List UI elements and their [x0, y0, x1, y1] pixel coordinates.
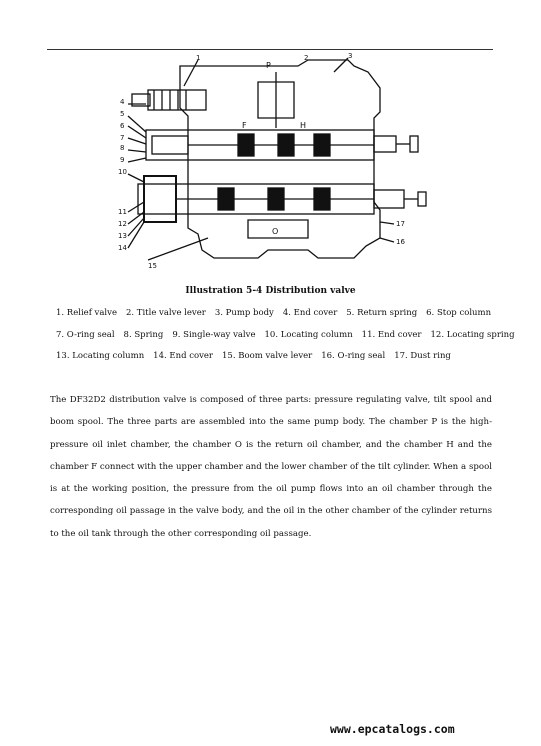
diagram-label-17: 17 [396, 220, 405, 228]
legend-item: 17. Dust ring [394, 351, 451, 361]
diagram-label-10: 10 [118, 168, 127, 176]
legend-row-1 [56, 308, 500, 318]
legend-item: 9. Single-way valve [172, 330, 256, 340]
diagram-label-14: 14 [118, 244, 127, 252]
body-paragraph: The DF32D2 distribution valve is composed of three parts: pressure regulating valve, tilt spool and boom spool. The three parts are assembled into the same pump body. The chamber P is the high-pressure oil inlet chamber, the chamber O is the return oil chamber, and the chamber H and the chamber F connect with the upper chamber and the lower chamber of the tilt cylinder. When a spool is at the working position, the pressure from the oil pump flows into an oil chamber through the corresponding oil passage in the valve body, and the oil in the other chamber of the cylinder returns to the oil tank through the other corresponding oil passage. [50, 395, 492, 539]
diagram-label-p: P [266, 61, 271, 70]
legend-row-2 [56, 330, 524, 340]
diagram-label-8: 8 [120, 144, 125, 152]
legend-item: 13. Locating column [56, 351, 145, 361]
diagram-label-16: 16 [396, 238, 405, 246]
legend-item: 3. Pump body [214, 308, 274, 318]
legend-item: 6. Stop column [426, 308, 492, 318]
diagram-label-f: F [242, 121, 247, 130]
legend-item: 16. O-ring seal [321, 351, 386, 361]
diagram-label-12: 12 [118, 220, 127, 228]
diagram-label-11: 11 [118, 208, 127, 216]
footer-url[interactable]: www.epcatalogs.com [330, 722, 455, 736]
diagram-label-5: 5 [120, 110, 125, 118]
diagram-label-3: 3 [348, 52, 353, 60]
diagram-label-9: 9 [120, 156, 125, 164]
diagram-label-h: H [300, 121, 307, 130]
legend-item: 15. Boom valve lever [222, 351, 313, 361]
legend-item: 1. Relief valve [56, 308, 117, 318]
diagram-label-13: 13 [118, 232, 127, 240]
legend-item: 11. End cover [361, 330, 422, 340]
legend-item: 2. Title valve lever [125, 308, 206, 318]
diagram-label-1: 1 [196, 54, 201, 62]
legend-item: 7. O-ring seal [56, 330, 115, 340]
legend-row-3 [56, 351, 460, 361]
legend-item: 8. Spring [123, 330, 164, 340]
legend-item: 14. End cover [153, 351, 213, 361]
figure-caption: Illustration 5-4 Distribution valve [185, 286, 356, 296]
distribution-valve-diagram [118, 52, 448, 274]
diagram-label-o: O [272, 227, 279, 236]
legend-item: 10. Locating column [264, 330, 353, 340]
diagram-label-2: 2 [304, 54, 309, 62]
diagram-label-4: 4 [120, 98, 125, 106]
header-rule [47, 49, 493, 50]
diagram-label-7: 7 [120, 134, 125, 142]
diagram-label-15: 15 [148, 262, 157, 270]
legend-item: 5. Return spring [346, 308, 418, 318]
legend-item: 12. Locating spring [430, 330, 515, 340]
diagram-label-6: 6 [120, 122, 125, 130]
legend-item: 4. End cover [282, 308, 338, 318]
